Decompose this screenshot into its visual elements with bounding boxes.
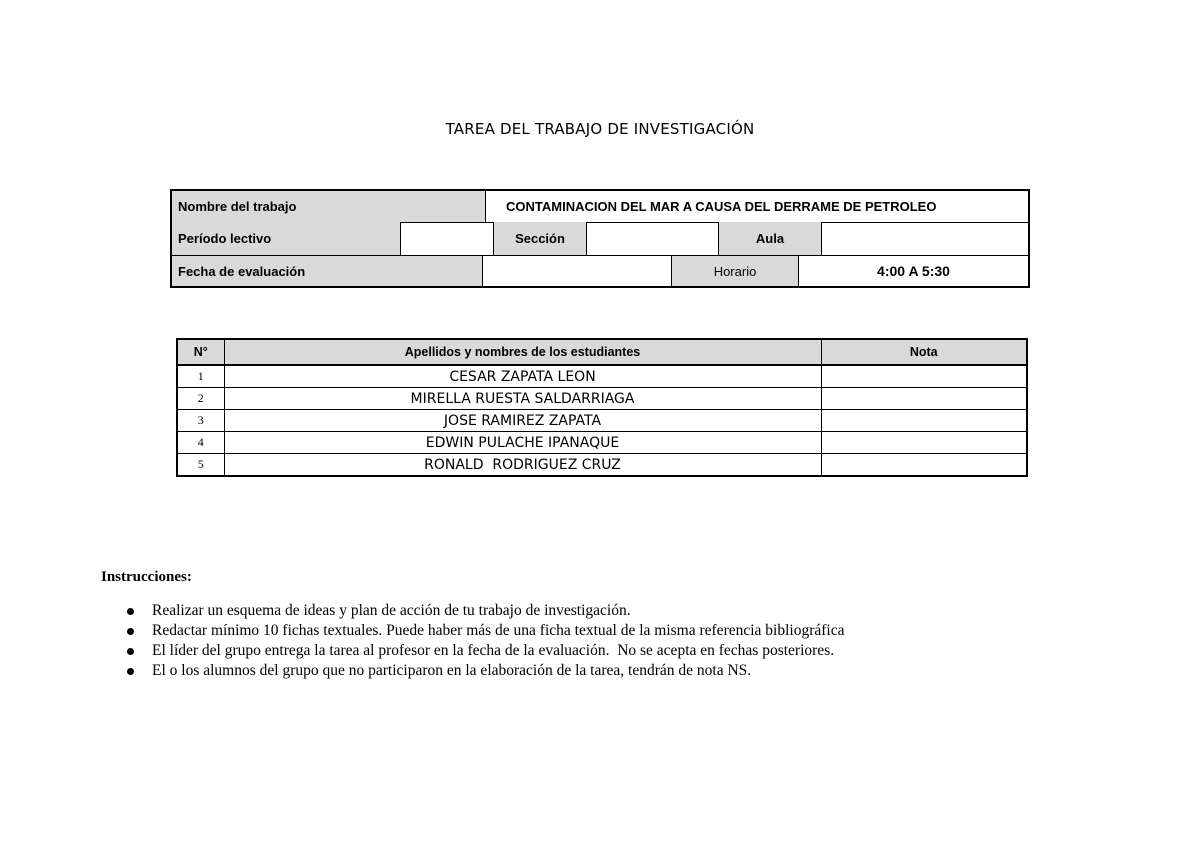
student-nota xyxy=(821,410,1027,432)
student-name: EDWIN PULACHE IPANAQUE xyxy=(224,432,821,454)
table-row xyxy=(177,388,1027,410)
fecha-value xyxy=(483,256,672,286)
periodo-value xyxy=(401,222,494,255)
periodo-label: Período lectivo xyxy=(172,222,401,255)
student-name: RONALD RODRIGUEZ CRUZ xyxy=(224,454,821,477)
list-item xyxy=(124,621,844,641)
info-row-fecha xyxy=(172,256,1028,286)
row-number: 5 xyxy=(177,454,224,477)
nombre-label: Nombre del trabajo xyxy=(172,191,486,222)
student-nota xyxy=(821,432,1027,454)
bullet-icon xyxy=(127,608,134,615)
header-number: N° xyxy=(177,339,224,365)
instruction-text: El líder del grupo entrega la tarea al profesor en la fecha de la evaluación. No se acepta en fechas posteriores. xyxy=(152,642,835,659)
instruction-text: Realizar un esquema de ideas y plan de acción de tu trabajo de investigación. xyxy=(152,602,631,619)
list-item xyxy=(124,641,844,661)
aula-value xyxy=(822,222,1028,255)
list-item xyxy=(124,661,844,681)
page-title: TAREA DEL TRABAJO DE INVESTIGACIÓN xyxy=(445,120,755,138)
student-name: JOSE RAMIREZ ZAPATA xyxy=(224,410,821,432)
student-name: MIRELLA RUESTA SALDARRIAGA xyxy=(224,388,821,410)
header-nota: Nota xyxy=(821,339,1027,365)
students-table xyxy=(176,338,1028,477)
info-row-periodo xyxy=(172,222,1028,256)
bullet-icon xyxy=(127,668,134,675)
row-number: 4 xyxy=(177,432,224,454)
info-table xyxy=(170,189,1030,288)
row-number: 3 xyxy=(177,410,224,432)
instructions-list xyxy=(124,601,844,681)
list-item xyxy=(124,601,844,621)
student-nota xyxy=(821,365,1027,388)
table-row xyxy=(177,432,1027,454)
row-number: 2 xyxy=(177,388,224,410)
seccion-label: Sección xyxy=(494,222,587,255)
fecha-label: Fecha de evaluación xyxy=(172,256,483,286)
horario-value: 4:00 A 5:30 xyxy=(877,263,950,279)
nombre-value: CONTAMINACION DEL MAR A CAUSA DEL DERRAME DE PETROLEO xyxy=(506,199,937,214)
row-number: 1 xyxy=(177,365,224,388)
student-nota xyxy=(821,388,1027,410)
table-row xyxy=(177,410,1027,432)
bullet-icon xyxy=(127,628,134,635)
horario-label: Horario xyxy=(672,256,799,286)
table-row xyxy=(177,365,1027,388)
header-names: Apellidos y nombres de los estudiantes xyxy=(224,339,821,365)
student-nota xyxy=(821,454,1027,477)
aula-label: Aula xyxy=(719,222,822,255)
seccion-value xyxy=(587,222,719,255)
instruction-text: Redactar mínimo 10 fichas textuales. Puede haber más de una ficha textual de la misma referencia bibliográfica xyxy=(152,622,845,639)
instruction-text: El o los alumnos del grupo que no participaron en la elaboración de la tarea, tendrán de nota NS. xyxy=(152,662,752,679)
table-row xyxy=(177,454,1027,477)
student-name: CESAR ZAPATA LEON xyxy=(224,365,821,388)
bullet-icon xyxy=(127,648,134,655)
instructions-title: Instrucciones: xyxy=(101,569,192,585)
students-header-row xyxy=(177,339,1027,365)
info-row-nombre xyxy=(172,191,1028,223)
